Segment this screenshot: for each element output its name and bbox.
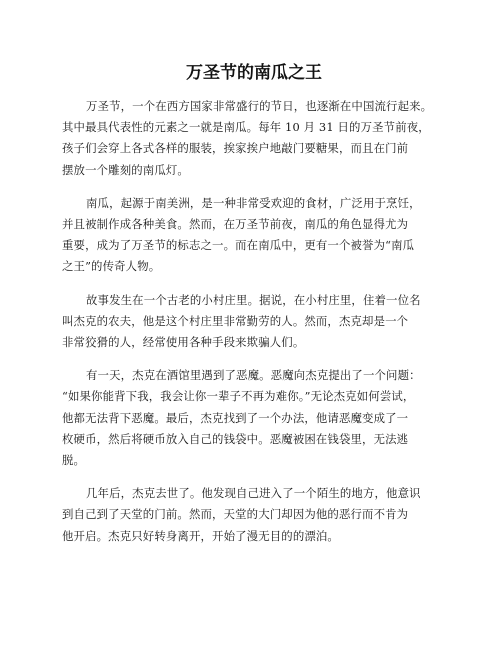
paragraph-line: 有一天，杰克在酒馆里遇到了恶魔。恶魔向杰克提出了一个问题： [86,368,421,383]
paragraph-line: 故事发生在一个古老的小村庄里。据说，在小村庄里，住着一位名 [86,292,421,307]
paragraph-line: 脱。 [62,453,86,468]
paragraph-5 [62,483,446,547]
paragraph-line: 孩子们会穿上各式各样的服装，挨家挨户地敲门要糖果，而且在门前 [62,141,409,156]
paragraph-line: 到自己到了天堂的门前。然而，天堂的大门却因为他的恶行而不肯为 [62,507,409,522]
paragraph-1 [62,96,446,181]
paragraph-line: 其中最具代表性的元素之一就是南瓜。每年 10 月 31 日的万圣节前夜， [62,120,430,135]
paragraph-3 [62,290,446,354]
paragraph-line: “如果你能背下我，我会让你一辈子不再为难你。”无论杰克如何尝试， [62,389,415,404]
paragraph-line: 之王”的传奇人物。 [62,259,161,274]
paragraph-line: 他开启。杰克只好转身离开，开始了漫无目的的漂泊。 [62,528,339,543]
paragraph-line: 重要，成为了万圣节的标志之一。而在南瓜中，更有一个被誉为“南瓜 [62,238,415,253]
paragraph-line: 万圣节，一个在西方国家非常盛行的节日，也逐渐在中国流行起来。 [86,99,433,113]
paragraph-line: 并且被制作成各种美食。然而，在万圣节前夜，南瓜的角色显得尤为 [62,217,409,232]
paragraph-2 [62,193,446,278]
paragraph-line: 非常狡猾的人，经常使用各种手段来欺骗人们。 [62,335,305,350]
document-title: 万圣节的南瓜之王 [186,63,322,83]
paragraph-4 [62,365,446,471]
paragraph-line: 摆放一个雕刻的南瓜灯。 [62,162,189,177]
paragraph-line: 枚硬币，然后将硬币放入自己的钱袋中。恶魔被困在钱袋里，无法逃 [62,431,409,446]
document-page [62,52,446,559]
paragraph-line: 南瓜，起源于南美洲，是一种非常受欢迎的食材，广泛用于烹饪， [86,195,421,210]
paragraph-line: 他都无法背下恶魔。最后，杰克找到了一个办法，他请恶魔变成了一 [62,410,409,425]
paragraph-line: 几年后，杰克去世了。他发现自己进入了一个陌生的地方，他意识 [86,486,421,501]
paragraph-line: 叫杰克的农夫，他是这个村庄里非常勤劳的人。然而，杰克却是一个 [62,313,409,328]
